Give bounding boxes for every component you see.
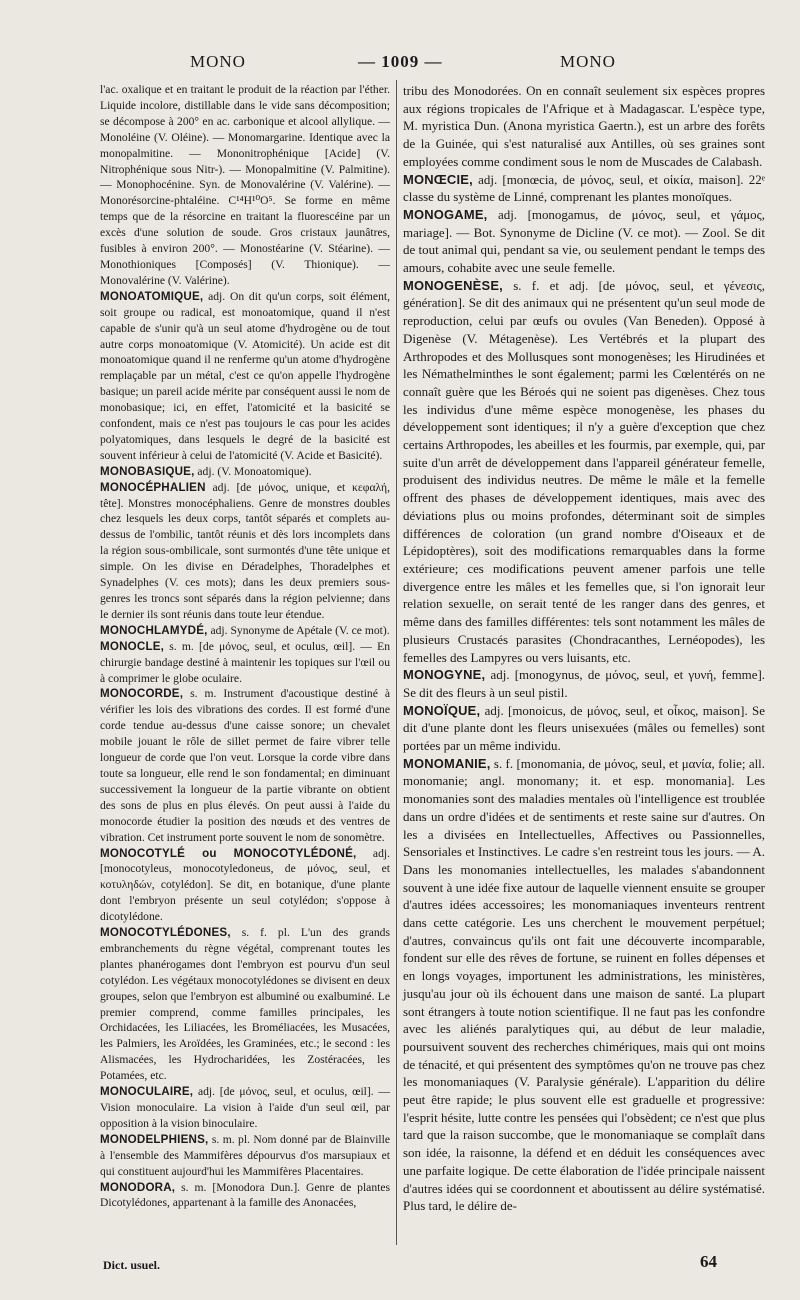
entry-text: s. m. pl. Nom donné par de Blainville à l'ensemble des Mammifères dépourvus d'os marsupiaux et qui constituent aujourd'hui les Mammifères Placentaires. xyxy=(100,1132,390,1178)
entry-text: s. m. [Monodora Dun.]. Genre de plantes Dicotylédones, appartenant à la famille des Anonacées, xyxy=(100,1180,390,1210)
entry-text: s. f. et adj. [de μόνος, seul, et γένεσις, génération]. Se dit des animaux qui ne présentent qu'un seul mode de reproduction, celui par œufs ou ovules (Van Beneden). Opposé à Digenèse (V. Métagenèse). Les Vertébrés et la plupart des Arthropodes et des Mollusques sont monogenèses; les Hirudinées et les Némathelminthes le sont également; parmi les Cœlentérés on ne connaît guère que les Béroés qui ne soient pas digenèses. Chez tous les individus d'une même espèce monogenèse, les phases du développement sont identiques; il n'y a guère d'exception que chez certains Arthropodes, les abeilles et les fourmis, par exemple, qui, par suite d'un arrêt de développement dans l'appareil générateur femelle, produisent des individus neutres. De même le mâle et la femelle offrent des phases de développement identiques, mais avec des déviations plus ou moins profondes, déterminant soit de simples différences de coloration (un grand nombre d'Oiseaux et de Lépidoptères), soit des modifications remarquables dans la forme extérieure; ces modifications peuvent amener parfois une telle divergence entre les mâles et les femelles que, si l'on ignorait leur relation sexuelle, on serait tenté de les ranger dans des genres, et même dans des familles différentes: tels sont notamment les mâles de plusieurs Crustacés parasites (Chondracanthes, Lernéopodes), les femelles des Lampyres ou vers luisants, etc. xyxy=(403,277,765,665)
entry-headword: MONOCOTYLÉ ou MONOCOTYLÉDONÉ, xyxy=(100,846,357,860)
entry-text: s. m. [de μόνος, seul, et oculus, œil]. — En chirurgie bandage destiné à maintenir les topiques sur l'œil ou à comprimer le globe oculaire. xyxy=(100,639,390,685)
entry-headword: MONOGAME, xyxy=(403,206,488,222)
entry-headword: MONOCOTYLÉDONES, xyxy=(100,926,231,940)
entry-headword: MONOCLE, xyxy=(100,639,165,653)
entry-text: adj. [monœcia, de μόνος, seul, et οἰκία, maison]. 22ᵉ classe du système de Linné, comprenant les plantes monoïques. xyxy=(403,171,765,205)
page-header xyxy=(90,52,770,82)
entry-headword: MONOMANIE, xyxy=(403,755,491,771)
entry-headword: MONOATOMIQUE, xyxy=(100,289,204,303)
entry-text: adj. [de μόνος, seul, et oculus, œil]. — Vision monoculaire. La vision à l'aide d'un seul œil, par opposition à la vision binoculaire. xyxy=(100,1085,390,1130)
footer-sheet-number: 64 xyxy=(700,1252,717,1271)
dictionary-entry xyxy=(100,464,390,480)
entry-text: adj. On dit qu'un corps, soit élément, soit groupe ou radical, est monoatomique, quand il n'est capable de s'unir qu'à un seul atome d'hydrogène ou de tout autre corps monoatomique (V. Atomicité). Un acide est dit monoatomique quand il ne renferme qu'un atome d'hydrogène remplaçable par un métal, c'est ce qu'on appelle l'hydrogène basique; un pareil acide mérite par conséquent aussi le nom de monobasique; ici, en effet, l'atomicité et la basicité se confondent, mais ce n'est pas toujours le cas pour les acides polyatomiques, dans lesquels le degré de la basicité est souvent inférieur à celui de l'atomicité (V. Acide et Basicité). xyxy=(100,289,390,462)
entry-headword: MONOCORDE, xyxy=(100,687,184,701)
dictionary-entry xyxy=(100,82,390,289)
dictionary-entry xyxy=(100,846,390,926)
entry-text: adj. [monogamus, de μόνος, seul, et γάμος, mariage]. — Bot. Synonyme de Dicline (V. ce mot). — Zool. Se dit de tout animal qui, pendant sa vie, ou seulement pendant le temps des amours, cohabite avec une seule femelle. xyxy=(403,206,765,276)
footer-signature: Dict. usuel. xyxy=(103,1258,160,1272)
entry-headword: MONOÏQUE, xyxy=(403,702,481,718)
header-right-keyword: MONO xyxy=(560,52,616,71)
dictionary-entry xyxy=(100,623,390,639)
entry-text: s. f. [monomania, de μόνος, seul, et μανία, folie; all. monomanie; angl. monomany; it. et esp. monomania]. Les monomanies sont des maladies mentales où l'intelligence est troublée dans un ordre d'idées et de sentiments et reste saine sur d'autres. On les a divisées en Intellectuelles, Affectives ou Passionnelles, Sensoriales et Instinctives. Le cadre s'en restreint tous les jours. — A. Dans les monomanies intellectuelles, les malades s'abandonnent souvent à une idée fixe autour de laquelle viennent ensuite se grouper d'autres idées accessoires; les monomaniaques inventeurs rentrent dans cette catégorie. Les uns cherchent le mouvement perpétuel; d'autres, convaincus qu'ils ont fait une découverte incomparable, fondent sur elle des rêves de fortune, se ruinent en folles dépenses et en longs voyages, importunent les administrations, les ministères, jusqu'au jour où ils échouent dans une maison de santé. La plupart sont étrangers à toute notion scientifique. Il ne faut pas les confondre avec les aliénés paralytiques qui, au début de leur maladie, poursuivent souvent des recherches chimériques, mais qui ont moins de ténacité, et qui présentent des symptômes qu'on ne trouve pas chez les monomaniaques (V. Paralysie générale). L'apparition du délire peut être rapide; le plus souvent elle est graduelle et progressive: l'esprit hésite, lutte contre les pensées qui l'obsèdent; ce n'est que plus tard que la raison succombe, que le monomaniaque se complaît dans son idée, la raisonne, la défend et en déduit les conséquences avec une parfaite logique. De cette élaboration de l'idée principale naissent d'autres idées qui se coordonnent et aboutissent au délire systématisé. Plus tard, le délire de- xyxy=(403,755,765,1214)
dictionary-entry xyxy=(100,686,390,845)
entry-text: adj. [de μόνος, unique, et κεφαλή, tête]. Monstres monocéphaliens. Genre de monstres doubles chez lesquels les deux corps, tantôt séparés et complets au-dessus de l'ombilic, tantôt réunis et dès lors incomplets dans la région sous-ombilicale, sont surmontés d'une tête unique et simple. On les divise en Déradelphes, Thoradelphes et Synadelphes (V. ces mots); dans les deux premiers sous-genres les troncs sont séparés dans la région pelvienne; dans le dernier ils sont réunis dans toute leur étendue. xyxy=(100,480,390,621)
entry-text: adj. [monoicus, de μόνος, seul, et οἶκος, maison]. Se dit d'une plante dont les fleurs unisexuées (mâles ou femelles) sont portées par un même individu. xyxy=(403,702,765,754)
entry-headword: MONOBASIQUE, xyxy=(100,464,195,478)
entry-text: s. m. Instrument d'acoustique destiné à vérifier les lois des vibrations des cordes. Il est formé d'une corde tendue au-dessus d'une caisse sonore; un chevalet mobile jouant le rôle de sillet permet de faire vibrer telle longueur de corde que l'on veut. Lorsque la corde vibre dans toute sa longueur, elle rend le son fondamental; en diminuant successivement la longueur de la partie vibrante on obtient des sons de plus en plus élevés. On peut aussi à l'aide du monocorde étudier la position des nœuds et des ventres de vibration. Cet instrument porte souvent le nom de sonomètre. xyxy=(100,687,390,844)
entry-text: s. f. pl. L'un des grands embranchements du règne végétal, comprenant toutes les plantes phanérogames dont l'embryon est pourvu d'un seul cotylédon. Les végétaux monocotylédones se divisent en deux groupes, selon que l'embryon est albuminé ou exalbuminé. Le premier comprend, comme familles principales, les Orchidacées, les Liliacées, les Broméliacées, les Musacées, les Palmiers, les Aroïdées, les Graminées, etc.; le second : les Alismacées, les Hydrocharidées, les Zostéracées, les Potamées, etc. xyxy=(100,926,390,1083)
dictionary-entry xyxy=(403,206,765,277)
entry-text: adj. [monogynus, de μόνος, seul, et γυνή, femme]. Se dit des fleurs à un seul pistil. xyxy=(403,667,765,700)
column-divider xyxy=(396,80,397,1245)
right-column xyxy=(403,82,765,1215)
left-column xyxy=(100,82,390,1211)
dictionary-entry xyxy=(403,171,765,206)
dictionary-entry xyxy=(100,1084,390,1132)
entry-text: adj. [monocotyleus, monocotyledoneus, de μόνος, seul, et κοτυληδών, cotylédon]. Se dit, en botanique, d'une plante dont l'embryon présente un seul cotylédon; s'oppose à dicotylédone. xyxy=(100,846,390,924)
dictionary-entry xyxy=(100,1132,390,1180)
dictionary-entry xyxy=(403,702,765,755)
entry-text: adj. Synonyme de Apétale (V. ce mot). xyxy=(207,623,390,637)
entry-headword: MONOCHLAMYDÉ, xyxy=(100,623,208,637)
entry-headword: MONOGENÈSE, xyxy=(403,277,503,293)
entry-headword: MONOGYNE, xyxy=(403,667,486,683)
dictionary-entry xyxy=(100,289,390,464)
entry-headword: MONOCULAIRE, xyxy=(100,1085,194,1099)
header-left-keyword: MONO xyxy=(190,52,246,71)
entry-headword: MONŒCIE, xyxy=(403,171,473,187)
entry-text: tribu des Monodorées. On en connaît seulement six espèces propres aux régions tropicales de l'Afrique et à Madagascar. L'espèce type, M. myristica Dun. (Anona myristica Gaertn.), est un arbre des forêts de la Guinée, qui s'est naturalisé aux Antilles, où ses graines sont employées comme condiment sous le nom de Muscades de Calabash. xyxy=(403,83,765,169)
dictionary-entry xyxy=(100,639,390,687)
dictionary-entry xyxy=(403,277,765,666)
dictionary-entry xyxy=(403,666,765,701)
entry-text: adj. (V. Monoatomique). xyxy=(194,464,312,478)
dictionary-entry xyxy=(403,755,765,1215)
page-number-header: — 1009 — xyxy=(358,52,443,71)
entry-text: l'ac. oxalique et en traitant le produit de la réaction par l'éther. Liquide incolore, distillable dans le vide sans décomposition; se décompose à 200° en ac. carbonique et alcool allylique. — Monoléine (V. Oléine). — Monomargarine. Identique avec la monopalmitine. — Mononitrophénique [Acide] (V. Nitrophénique sous Nitr-). — Monopalmitine (V. Palmitine). — Monophocénine. Syn. de Monovalérine (V. Valérine). — Monorésorcine-phtaléine. C¹⁴H¹⁰O⁵. Se forme en même temps que de la résorcine en traitant la fluorescéine par un excès d'une solution de soude. Gros cristaux jaunâtres, fusibles à environ 200°. — Monostéarine (V. Stéarine). — Monothioniques [Composés] (V. Thionique). — Monovalérine (V. Valérine). xyxy=(100,83,390,287)
dictionary-entry xyxy=(100,1180,390,1212)
entry-headword: MONODELPHIENS, xyxy=(100,1132,209,1146)
dictionary-entry xyxy=(100,480,390,623)
entry-headword: MONOCÉPHALIEN xyxy=(100,480,206,494)
entry-headword: MONODORA, xyxy=(100,1180,176,1194)
dictionary-entry xyxy=(403,82,765,171)
dictionary-entry xyxy=(100,925,390,1084)
